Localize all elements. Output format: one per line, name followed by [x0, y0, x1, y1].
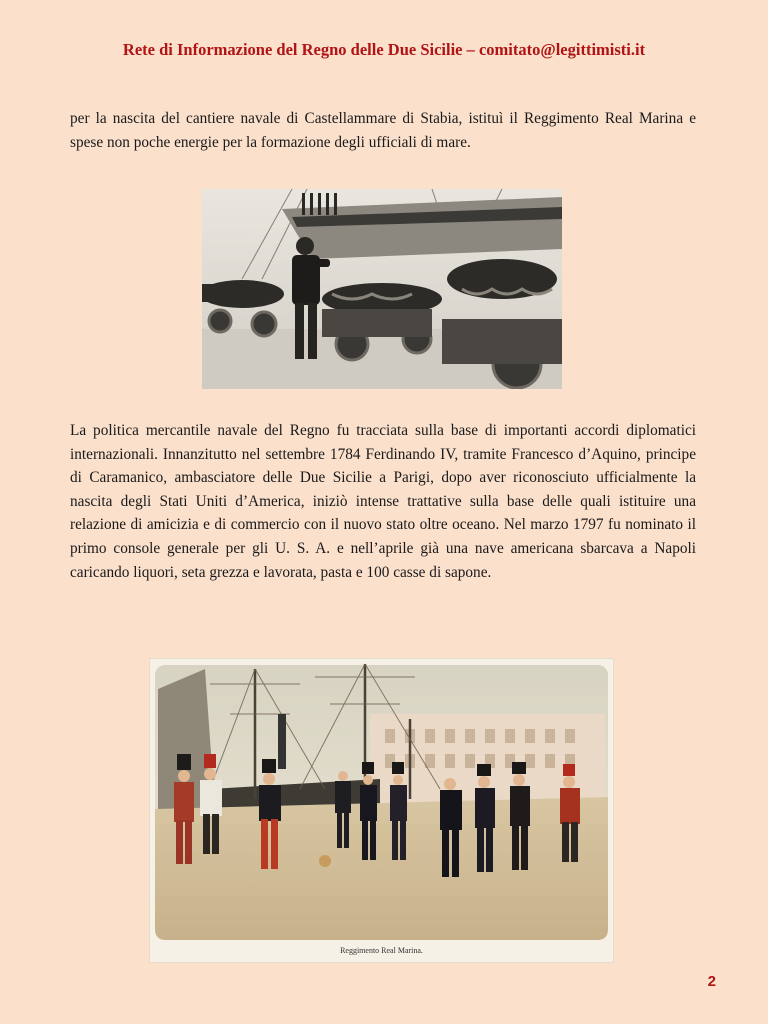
- paragraph-2: La politica mercantile navale del Regno fu tracciata sulla base di importanti accordi diplomatici internazionali. Innanzitutto nel settembre 1784 Ferdinando IV, tramite Francesco d’Aquino, principe di Caramanico, ambasciatore delle Due Sicilie a Parigi, dopo aver riconosciuto ufficialmente la nascita degli Stati Uniti d’America, iniziò intense trattative sulla base delle quali istituire una relazione di amicizia e di commercio con il nuovo stato oltre oceano. Nel marzo 1797 fu nominato il primo console generale per gli U. S. A. e nell’aprile già una nave americana sbarcava a Napoli caricando liquori, seta grezza e lavorata, pasta e 100 casse di sapone.: [70, 422, 696, 581]
- print-caption: Reggimento Real Marina.: [340, 946, 423, 955]
- regiment-print-image: [150, 659, 613, 962]
- paragraph-1: per la nascita del cantiere navale di Castellammare di Stabia, istituì il Reggimento Real Marina e spese non poche energie per la formazione degli ufficiali di mare.: [70, 110, 696, 151]
- ship-deck-photo: [202, 189, 562, 389]
- page-header: Rete di Informazione del Regno delle Due Sicilie – comitato@legittimisti.it: [122, 40, 646, 59]
- page-number: 2: [707, 973, 716, 990]
